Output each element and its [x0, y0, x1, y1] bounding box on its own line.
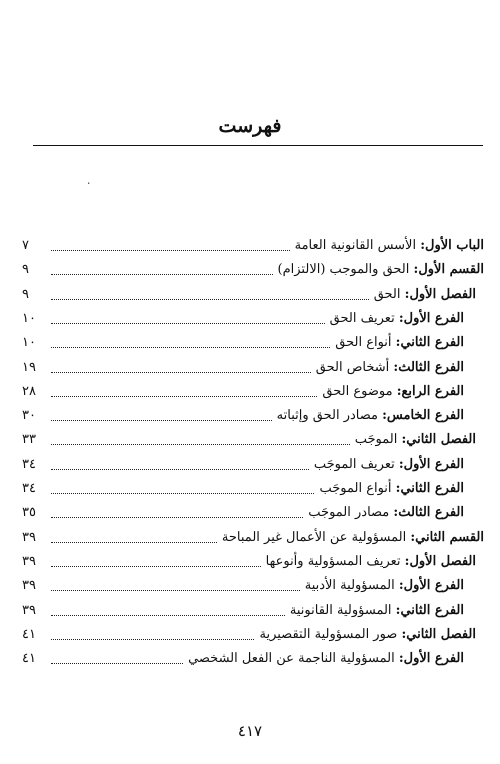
dot-leader	[51, 396, 317, 397]
entry-title: أنواع الموجَب	[319, 481, 396, 496]
dot-leader	[51, 420, 272, 421]
entry-title: تعريف المسؤولية وأنوعها	[265, 553, 405, 569]
dot-leader	[51, 372, 311, 373]
toc-entry	[22, 622, 476, 644]
entry-label: الفصل الأول:	[404, 286, 476, 302]
entry-page: ٣٠	[22, 408, 36, 424]
toc-entry	[22, 257, 484, 279]
entry-label: القسم الثاني:	[410, 529, 484, 545]
entry-page: ٣٥	[22, 505, 36, 521]
entry-label: الفصل الأول:	[404, 553, 476, 569]
dot-leader	[51, 493, 314, 494]
entry-label: الفرع الأول:	[398, 578, 464, 594]
entry-label: الفرع الثاني:	[395, 335, 464, 351]
entry-label: الفرع الأول:	[398, 456, 464, 472]
toc-entry	[22, 355, 464, 377]
dot-leader	[51, 590, 300, 591]
toc-entry	[22, 452, 464, 474]
entry-label: الفرع الثاني:	[395, 481, 464, 496]
dot-leader	[51, 542, 217, 543]
toc-entry	[22, 330, 464, 352]
stray-mark: ٠	[86, 178, 92, 189]
entry-page: ٢٨	[22, 383, 36, 399]
toc-entry	[22, 379, 464, 401]
entry-label: الفرع الأول:	[398, 310, 464, 326]
page-number: ٤١٧	[237, 722, 263, 740]
toc-entry	[22, 427, 476, 449]
entry-title: موضوع الحق	[322, 383, 397, 399]
entry-label: الفرع الرابع:	[396, 383, 464, 399]
dot-leader	[51, 444, 350, 445]
entry-page: ٣٩	[22, 529, 36, 545]
title-divider	[33, 145, 483, 146]
entry-title: صور المسؤولية التقصيرية	[259, 626, 402, 642]
entry-label: الباب الأول:	[420, 238, 484, 253]
entry-page: ٧	[22, 238, 29, 253]
entry-title: تعريف الموجَب	[313, 456, 399, 472]
entry-title: مصادر الموجَب	[308, 505, 394, 521]
dot-leader	[51, 323, 325, 324]
toc-entry	[22, 233, 484, 255]
toc-entry	[22, 282, 476, 304]
entry-title: أشخاص الحق	[315, 359, 394, 375]
entry-page: ٣٣	[22, 432, 36, 448]
entry-label: الفرع الثاني:	[395, 602, 464, 618]
entry-title: الموجَب	[354, 432, 402, 448]
entry-title: أنواع الحق	[335, 335, 396, 351]
toc-entry	[22, 598, 464, 620]
entry-page: ١٠	[22, 310, 36, 326]
entry-title: تعريف الحق	[329, 310, 399, 326]
dot-leader	[51, 250, 290, 251]
toc-entry	[22, 549, 476, 571]
entry-label: الفصل الثاني:	[401, 432, 476, 448]
entry-label: الفرع الثالث:	[393, 505, 464, 521]
dot-leader	[51, 299, 369, 300]
entry-title: المسؤولية الناجمة عن الفعل الشخصي	[188, 651, 399, 667]
entry-title: المسؤولية عن الأعمال غير المباحة	[221, 529, 411, 545]
dot-leader	[51, 615, 285, 616]
dot-leader	[51, 663, 183, 664]
entry-page: ٩	[22, 262, 29, 278]
entry-page: ٣٩	[22, 553, 36, 569]
page-title: فهرست	[218, 115, 282, 137]
entry-page: ٣٩	[22, 578, 36, 594]
entry-title: المسؤولية القانونية	[289, 602, 396, 618]
entry-label: الفرع الأول:	[398, 651, 464, 667]
toc-entry	[22, 476, 464, 498]
entry-page: ٤١	[22, 626, 36, 642]
entry-page: ٤١	[22, 651, 36, 667]
entry-page: ٣٩	[22, 602, 36, 618]
toc-entry	[22, 306, 464, 328]
entry-title: الحق والموجب (الالتزام)	[277, 262, 414, 278]
toc-entry	[22, 403, 464, 425]
entry-title: الأسس القانونية العامة	[294, 238, 421, 253]
toc-entry	[22, 500, 464, 522]
dot-leader	[51, 517, 303, 518]
entry-label: القسم الأول:	[413, 262, 484, 278]
dot-leader	[51, 469, 309, 470]
dot-leader	[51, 639, 254, 640]
entry-label: الفصل الثاني:	[401, 626, 476, 642]
toc-entry	[22, 573, 464, 595]
entry-title: المسؤولية الأدبية	[304, 578, 399, 594]
entry-page: ٣٤	[22, 456, 36, 472]
entry-label: الفرع الخامس:	[382, 408, 464, 424]
entry-title: مصادر الحق وإثباته	[276, 408, 383, 424]
dot-leader	[51, 566, 261, 567]
dot-leader	[51, 347, 330, 348]
toc-entry	[22, 646, 464, 668]
entry-page: ١٩	[22, 359, 36, 375]
entry-label: الفرع الثالث:	[393, 359, 464, 375]
toc-entry	[22, 525, 484, 547]
entry-page: ٣٤	[22, 481, 36, 496]
dot-leader	[51, 274, 273, 275]
entry-title: الحق	[373, 286, 405, 302]
entry-page: ١٠	[22, 335, 36, 351]
entry-page: ٩	[22, 286, 29, 302]
